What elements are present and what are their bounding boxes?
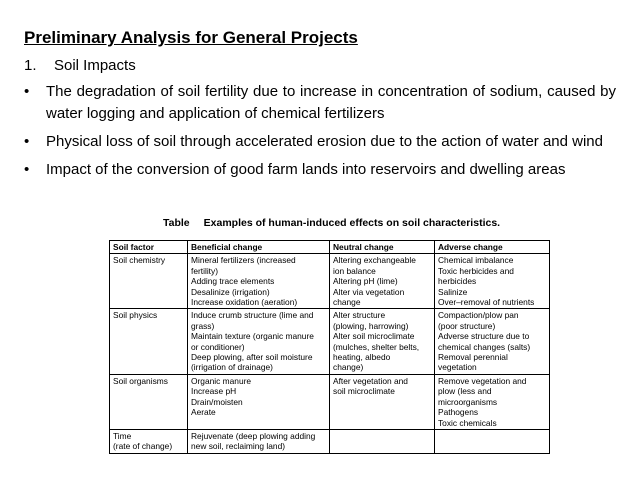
cell-text: Increase oxidation (aeration): [191, 297, 298, 308]
page-title: Preliminary Analysis for General Projects: [24, 28, 358, 47]
cell-text: change: [333, 297, 361, 308]
cell-text: Chemical imbalance: [438, 255, 514, 266]
cell-text: plow (less and: [438, 386, 492, 397]
bullet-text: Physical loss of soil through accelerated erosion due to the action of water and wind: [46, 133, 603, 150]
item-text: Soil Impacts: [54, 57, 136, 74]
table-row: [110, 309, 550, 374]
cell-text: Mineral fertilizers (increased: [191, 255, 296, 266]
cell-text: Remove vegetation and: [438, 375, 527, 386]
neutral-change-cell: [330, 374, 435, 429]
adverse-change-cell: [435, 374, 550, 429]
numbered-item: [24, 57, 136, 74]
cell-text: Soil organisms: [113, 375, 168, 386]
cell-text: Increase pH: [191, 386, 237, 397]
cell-text: Maintain texture (organic manure: [191, 331, 314, 342]
cell-text: Toxic herbicides and: [438, 265, 514, 276]
cell-text: Soil chemistry: [113, 255, 166, 266]
item-number: 1.: [24, 57, 37, 74]
cell-text: heating, albedo: [333, 352, 391, 363]
cell-text: Over–removal of nutrients: [438, 297, 535, 308]
table-row: [110, 374, 550, 429]
cell-text: Adding trace elements: [191, 276, 275, 287]
bullet-text: The degradation of soil fertility due to increase in concentration of sodium, caused by water logging and application of chemical fertilizers: [46, 83, 616, 122]
soil-effects-table: [109, 240, 550, 454]
cell-text: Toxic chemicals: [438, 417, 497, 428]
cell-text: Aerate: [191, 407, 216, 418]
soil-factor-cell: [110, 309, 188, 374]
neutral-change-cell: [330, 254, 435, 309]
bullet-item: [24, 131, 616, 153]
cell-text: Organic manure: [191, 375, 252, 386]
table-body: [110, 254, 550, 453]
beneficial-change-cell: [188, 254, 330, 309]
cell-text: Desalinize (irrigation): [191, 286, 270, 297]
bullet-icon: •: [24, 83, 30, 100]
cell-text: (poor structure): [438, 320, 496, 331]
bullet-item: [24, 81, 616, 125]
table-caption-label: Table: [163, 217, 190, 229]
cell-text: Alter soil microclimate: [333, 331, 415, 342]
cell-text: Soil physics: [113, 310, 158, 321]
cell-text: Deep plowing, after soil moisture: [191, 352, 313, 363]
bullet-item: [24, 159, 616, 181]
beneficial-change-cell: [188, 374, 330, 429]
cell-text: or conditioner): [191, 341, 245, 352]
adverse-change-cell: [435, 254, 550, 309]
soil-factor-cell: [110, 374, 188, 429]
cell-text: Compaction/plow pan: [438, 310, 519, 321]
bullet-text: Impact of the conversion of good farm lands into reservoirs and dwelling areas: [46, 161, 566, 178]
cell-text: (mulches, shelter belts,: [333, 341, 420, 352]
soil-factor-cell: [110, 254, 188, 309]
header-adverse-change: Adverse change: [435, 241, 550, 254]
table-caption-text: Examples of human-induced effects on soil characteristics.: [203, 217, 501, 229]
table-caption: [163, 217, 500, 229]
cell-text: herbicides: [438, 276, 477, 287]
cell-text: Alter via vegetation: [333, 286, 405, 297]
cell-text: Altering exchangeable: [333, 255, 416, 266]
header-neutral-change: Neutral change: [330, 241, 435, 254]
neutral-change-cell: [330, 309, 435, 374]
beneficial-change-cell: [188, 309, 330, 374]
bullet-list: [24, 81, 616, 187]
adverse-change-cell: [435, 429, 550, 453]
cell-text: Removal perennial: [438, 352, 508, 363]
cell-text: fertility): [191, 265, 218, 276]
cell-text: Drain/moisten: [191, 396, 243, 407]
cell-text: Altering pH (lime): [333, 276, 398, 287]
cell-text: change): [333, 362, 364, 373]
cell-text: Salinize: [438, 286, 468, 297]
cell-text: ion balance: [333, 265, 376, 276]
cell-text: Alter structure: [333, 310, 386, 321]
cell-text: new soil, reclaiming land): [191, 441, 286, 452]
soil-factor-cell: [110, 429, 188, 453]
adverse-change-cell: [435, 309, 550, 374]
neutral-change-cell: [330, 429, 435, 453]
table-row: [110, 254, 550, 309]
header-beneficial-change: Beneficial change: [188, 241, 330, 254]
cell-text: vegetation: [438, 362, 477, 373]
cell-text: (plowing, harrowing): [333, 320, 409, 331]
bullet-icon: •: [24, 133, 30, 150]
cell-text: Induce crumb structure (lime and: [191, 310, 314, 321]
cell-text: Pathogens: [438, 407, 479, 418]
cell-text: (rate of change): [113, 441, 173, 452]
header-soil-factor: Soil factor: [110, 241, 188, 254]
beneficial-change-cell: [188, 429, 330, 453]
cell-text: Rejuvenate (deep plowing adding: [191, 430, 316, 441]
table-row: [110, 429, 550, 453]
table-header-row: [110, 241, 550, 254]
cell-text: (irrigation of drainage): [191, 362, 273, 373]
cell-text: Adverse structure due to: [438, 331, 530, 342]
cell-text: grass): [191, 320, 215, 331]
cell-text: Time: [113, 430, 132, 441]
cell-text: microorganisms: [438, 396, 498, 407]
cell-text: soil microclimate: [333, 386, 395, 397]
cell-text: After vegetation and: [333, 375, 408, 386]
bullet-icon: •: [24, 161, 30, 178]
cell-text: chemical changes (salts): [438, 341, 531, 352]
